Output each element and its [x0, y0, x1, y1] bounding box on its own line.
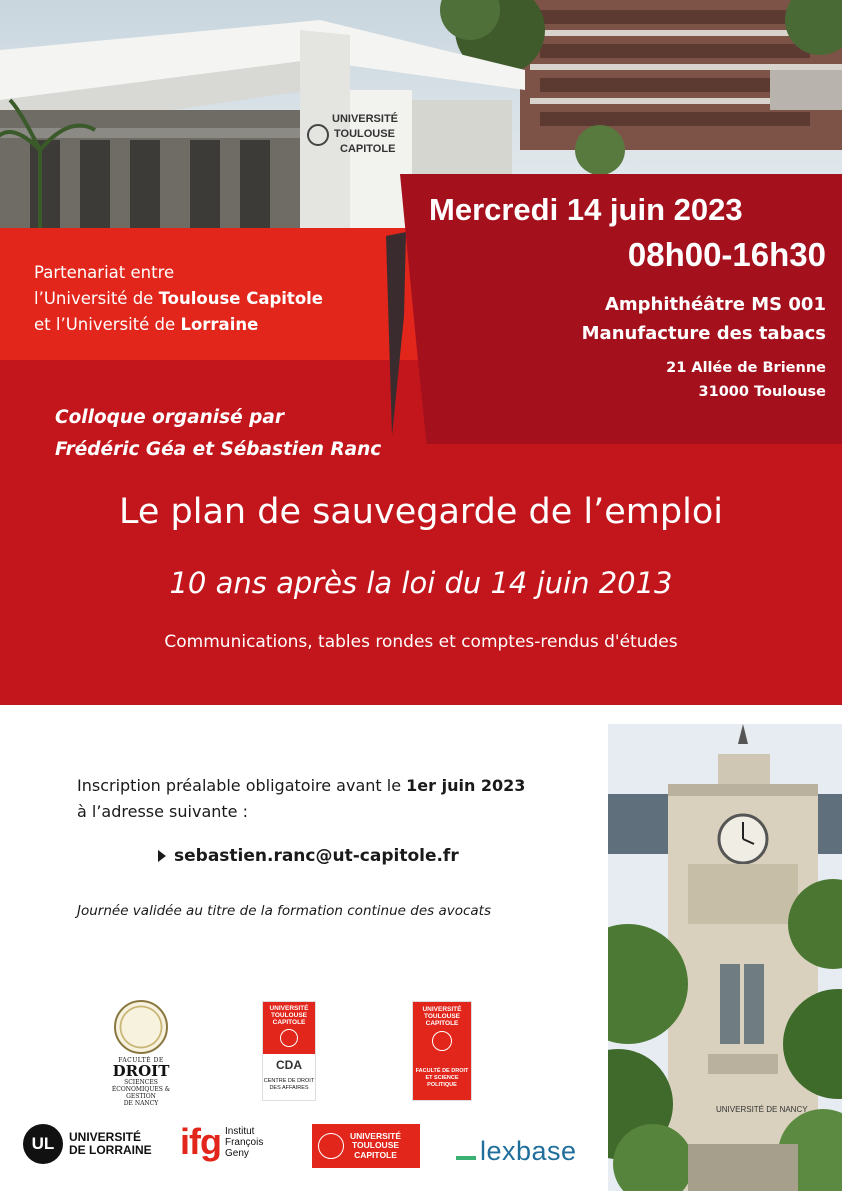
event-address [666, 356, 826, 404]
sign-text-line1: UNIVERSITÉ [332, 113, 399, 125]
training-note: Journée validée au titre de la formation continue des avocats [77, 903, 491, 919]
universite-lorraine-logo: UL UNIVERSITÉ DE LORRAINE [23, 1124, 152, 1164]
faculte-droit-nancy-logo: FACULTÉ DE DROIT SCIENCES ÉCONOMIQUES & GESTION DE NANCY [108, 1000, 174, 1102]
sign-text-line3: CAPITOLE [340, 143, 396, 155]
partnership-line3: et l’Université de Lorraine [34, 315, 259, 334]
clock-building-photo [608, 724, 842, 1191]
partnership-line2: l’Université de Toulouse Capitole [34, 289, 323, 308]
ifg-logo: ifg Institut François Geny [180, 1121, 264, 1162]
nancy-sign: UNIVERSITÉ DE NANCY [716, 1105, 808, 1114]
address-line1: 21 Allée de Brienne [666, 360, 826, 376]
colloquium-title: Le plan de sauvegarde de l’emploi [119, 492, 723, 532]
lexbase-logo: lexbase [456, 1136, 577, 1166]
registration-line1: Inscription préalable obligatoire avant le 1er juin 2023 [77, 776, 526, 795]
address-line2: 31000 Toulouse [698, 384, 826, 400]
organizers-line1: Colloque organisé par [55, 407, 285, 428]
venue-line2: Manufacture des tabacs [581, 323, 826, 344]
universite-toulouse-capitole-logo: UNIVERSITÉ TOULOUSE CAPITOLE [312, 1124, 420, 1168]
organizers-text [55, 402, 381, 466]
arrow-right-icon [158, 850, 166, 862]
emblem-icon [318, 1133, 344, 1159]
event-date: Mercredi 14 juin 2023 [429, 192, 743, 227]
colloquium-tagline: Communications, tables rondes et comptes-rendus d'études [164, 632, 678, 652]
organizers-line2: Frédéric Géa et Sébastien Ranc [55, 439, 382, 460]
emblem-icon [432, 1031, 452, 1051]
ul-mark-icon: UL [23, 1124, 63, 1164]
emblem-icon [280, 1029, 298, 1047]
venue-line1: Amphithéâtre MS 001 [604, 294, 826, 315]
registration-text [77, 773, 525, 825]
partnership-line1: Partenariat entre [34, 263, 175, 282]
partnership-text [34, 260, 323, 338]
seal-icon [114, 1000, 168, 1054]
event-hours: 08h00-16h30 [627, 236, 826, 273]
sign-text-line2: TOULOUSE [334, 128, 395, 140]
cda-logo: UNIVERSITÉ TOULOUSE CAPITOLE CDA CENTRE DE DROIT DES AFFAIRES [262, 1001, 316, 1101]
underscore-icon [456, 1156, 476, 1160]
registration-email-link[interactable]: sebastien.ranc@ut-capitole.fr [174, 846, 459, 866]
event-venue [582, 290, 826, 348]
faculte-droit-science-politique-logo: UNIVERSITÉ TOULOUSE CAPITOLE FACULTÉ DE DROIT ET SCIENCE POLITIQUE [412, 1001, 472, 1101]
registration-email-row[interactable] [158, 846, 459, 866]
colloquium-subtitle: 10 ans après la loi du 14 juin 2013 [169, 566, 673, 600]
registration-line2: à l’adresse suivante : [77, 802, 248, 821]
